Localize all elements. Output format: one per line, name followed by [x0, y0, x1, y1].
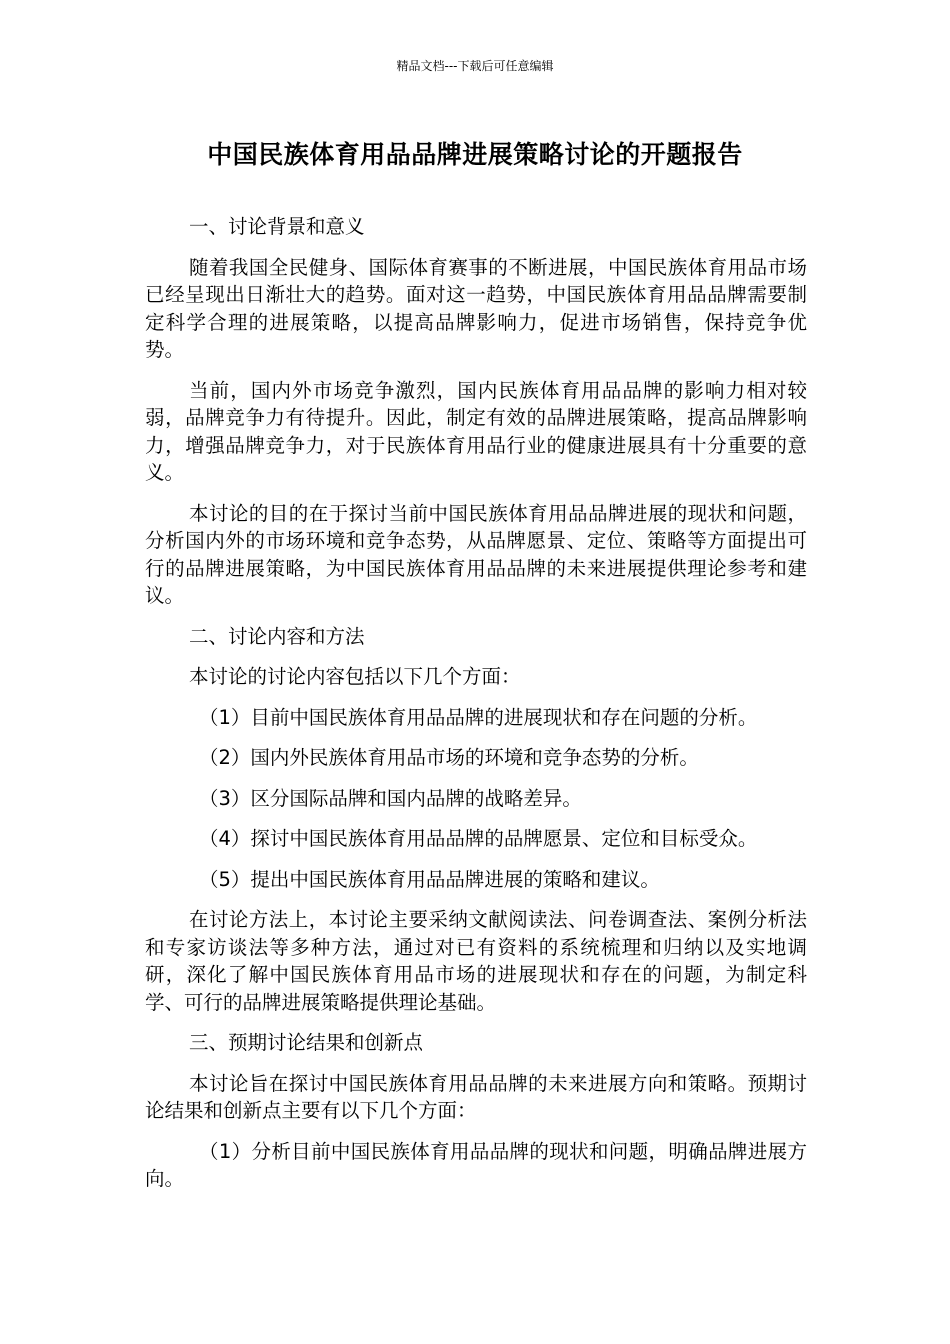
- paragraph-background-1: 随着我国全民健身、国际体育赛事的不断进展，中国民族体育用品市场已经呈现出日渐壮大的趋势。面对这一趋势，中国民族体育用品品牌需要制定科学合理的进展策略，以提高品牌影响力，促进市场销售，保持竞争优势。: [145, 255, 807, 361]
- paragraph-expected-intro: 本讨论旨在探讨中国民族体育用品品牌的未来进展方向和策略。预期讨论结果和创新点主要有以下几个方面：: [145, 1071, 807, 1122]
- page-header-note: 精品文档---下载后可任意编辑: [396, 59, 554, 73]
- document-body: [145, 213, 807, 1206]
- paragraph-content-intro: 本讨论的讨论内容包括以下几个方面：: [189, 665, 521, 688]
- section-heading-expected-results: 三、预期讨论结果和创新点: [189, 1031, 424, 1054]
- list-item: （5）提出中国民族体育用品品牌进展的策略和建议。: [199, 867, 660, 891]
- list-item: （4）探讨中国民族体育用品品牌的品牌愿景、定位和目标受众。: [199, 827, 758, 850]
- document-title: 中国民族体育用品品牌进展策略讨论的开题报告: [207, 140, 743, 169]
- section-heading-content-method: 二、讨论内容和方法: [189, 624, 365, 648]
- list-item: （1）分析目前中国民族体育用品品牌的现状和问题，明确品牌进展方向。: [145, 1139, 807, 1190]
- list-item: （2）国内外民族体育用品市场的环境和竞争态势的分析。: [199, 746, 699, 769]
- section-heading-background: 一、讨论背景和意义: [189, 215, 365, 238]
- paragraph-method: 在讨论方法上，本讨论主要采纳文献阅读法、问卷调查法、案例分析法和专家访谈法等多种方法，通过对已有资料的系统梳理和归纳以及实地调研，深化了解中国民族体育用品市场的进展现状和存在的问题，为制定科学、可行的品牌进展策略提供理论基础。: [145, 908, 807, 1014]
- paragraph-background-3: 本讨论的目的在于探讨当前中国民族体育用品品牌进展的现状和问题，分析国内外的市场环境和竞争态势，从品牌愿景、定位、策略等方面提出可行的品牌进展策略，为中国民族体育用品品牌的未来进展提供理论参考和建议。: [145, 501, 807, 607]
- list-item: （3）区分国际品牌和国内品牌的战略差异。: [199, 786, 582, 810]
- list-item: （1）目前中国民族体育用品品牌的进展现状和存在问题的分析。: [199, 705, 758, 729]
- paragraph-background-2: 当前，国内外市场竞争激烈，国内民族体育用品品牌的影响力相对较弱，品牌竞争力有待提升。因此，制定有效的品牌进展策略，提高品牌影响力，增强品牌竞争力，对于民族体育用品行业的健康进展具有十分重要的意义。: [145, 378, 807, 484]
